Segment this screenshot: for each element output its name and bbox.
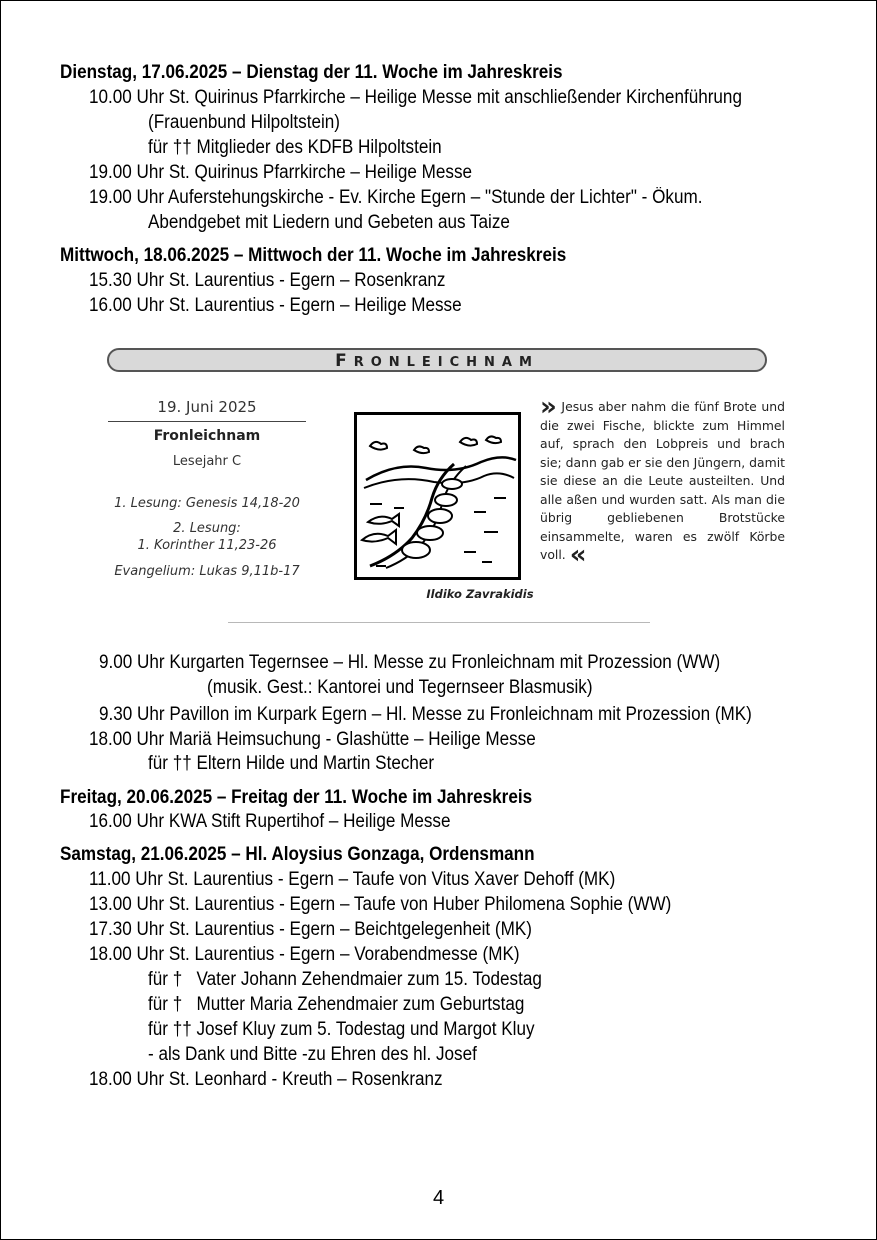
page-number: 4 (432, 1187, 445, 1209)
event-intention: für †† Mitglieder des KDFB Hilpoltstein (148, 137, 442, 158)
day-heading-wednesday: Mittwoch, 18.06.2025 – Mittwoch der 11. Woche im Jahreskreis (60, 245, 567, 266)
event-intention: für † Vater Johann Zehendmaier zum 15. Todestag (148, 969, 542, 990)
liturgical-year: Lesejahr C (172, 454, 242, 469)
feast-date: 19. Juni 2025 (157, 398, 257, 416)
event-line: 16.00 Uhr KWA Stift Rupertihof – Heilige Messe (89, 811, 451, 832)
event-detail: (Frauenbund Hilpoltstein) (148, 112, 341, 133)
event-line: 10.00 Uhr St. Quirinus Pfarrkirche – Heilige Messe mit anschließender Kirchenführung (89, 87, 742, 108)
gospel-quote (540, 392, 785, 570)
event-line: 9.30 Uhr Pavillon im Kurpark Egern – Hl. Messe zu Fronleichnam mit Prozession (MK) (99, 704, 752, 725)
quote-close-mark: « (569, 540, 587, 570)
event-line: 9.00 Uhr Kurgarten Tegernsee – Hl. Messe zu Fronleichnam mit Prozession (WW) (99, 652, 721, 673)
event-intention: für † Mutter Maria Zehendmaier zum Geburtstag (148, 994, 525, 1015)
event-intention: - als Dank und Bitte -zu Ehren des hl. Josef (148, 1044, 477, 1065)
quote-open-mark: » (540, 392, 557, 422)
event-line: 19.00 Uhr Auferstehungskirche - Ev. Kirche Egern – "Stunde der Lichter" - Ökum. (89, 187, 703, 208)
event-line: 13.00 Uhr St. Laurentius - Egern – Taufe von Huber Philomena Sophie (WW) (89, 894, 672, 915)
loaves-and-fishes-illustration (354, 412, 521, 580)
event-line: 11.00 Uhr St. Laurentius - Egern – Taufe von Vitus Xaver Dehoff (MK) (89, 869, 616, 890)
event-intention: für †† Eltern Hilde und Martin Stecher (148, 753, 435, 774)
day-heading-friday: Freitag, 20.06.2025 – Freitag der 11. Woche im Jahreskreis (60, 787, 533, 808)
day-heading-saturday: Samstag, 21.06.2025 – Hl. Aloysius Gonzaga, Ordensmann (60, 844, 535, 865)
event-line: 18.00 Uhr Mariä Heimsuchung - Glashütte – Heilige Messe (89, 729, 536, 750)
event-line: 19.00 Uhr St. Quirinus Pfarrkirche – Heilige Messe (89, 162, 473, 183)
date-rule (108, 421, 306, 422)
event-intention: für †† Josef Kluy zum 5. Todestag und Margot Kluy (148, 1019, 535, 1040)
reading-2-label: 2. Lesung: (173, 521, 241, 536)
feature-divider (228, 622, 650, 623)
reading-2-ref: 1. Korinther 11,23-26 (137, 538, 277, 553)
feast-banner (107, 348, 767, 372)
event-line: 18.00 Uhr St. Leonhard - Kreuth – Rosenkranz (89, 1069, 443, 1090)
day-heading-tuesday: Dienstag, 17.06.2025 – Dienstag der 11. Woche im Jahreskreis (60, 62, 563, 83)
event-line: 17.30 Uhr St. Laurentius - Egern – Beichtgelegenheit (MK) (89, 919, 532, 940)
event-line: 18.00 Uhr St. Laurentius - Egern – Vorabendmesse (MK) (89, 944, 520, 965)
event-detail: Abendgebet mit Liedern und Gebeten aus Taize (148, 212, 510, 233)
event-detail: (musik. Gest.: Kantorei und Tegernseer Blasmusik) (207, 677, 593, 698)
gospel-reading: Evangelium: Lukas 9,11b-17 (114, 564, 300, 579)
event-line: 16.00 Uhr St. Laurentius - Egern – Heilige Messe (89, 295, 462, 316)
quote-text: Jesus aber nahm die fünf Brote und die zwei Fische, blickte zum Himmel auf, sprach den Lobpreis und brach sie; dann gab er sie den Jüngern, damit sie diese an die Leute austeilten. Und alle aßen und wurden satt. Als man die übrig gebliebenen Brotstücke einsammelte, waren es zwölf Körbe voll. (540, 399, 785, 562)
banner-title: FRONLEICHNAM (335, 351, 539, 371)
feast-name: Fronleichnam (153, 428, 261, 444)
artist-credit: Ildiko Zavrakidis (426, 587, 534, 601)
event-line: 15.30 Uhr St. Laurentius - Egern – Rosenkranz (89, 270, 446, 291)
reading-1: 1. Lesung: Genesis 14,18-20 (114, 496, 300, 511)
